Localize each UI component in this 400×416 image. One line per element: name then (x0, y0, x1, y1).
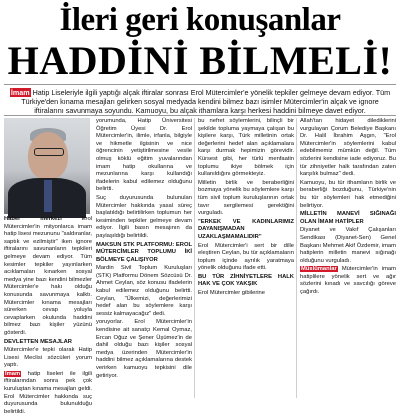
columnist-photo (4, 118, 90, 214)
top-rule (4, 84, 396, 85)
col1-para4: İmam hatip liseleri ile ilgili iftiralarından sonra pek çok kuruluştan kınama mesajları geldi. Erol Mütercimler hakkında suç duyurusunda bulunulduğu belirtildi. (4, 370, 92, 415)
photo-glasses (34, 148, 64, 156)
col3-para3: Erol Mütercimler'i sert bir dille eleştiren Ceylan, bu tür açıklamaların toplum içinde ayrılık yaratmaya yönelik olduğunu ifade etti. (198, 242, 294, 272)
col3-subhead2: BU TÜR ZİHNİYETLERE HALK HAK VE ÇOK YAKŞIK (198, 273, 294, 288)
col4-para1: Allah'tan hidayet dilediklerini vurgulayan Çorum Belediye Başkanı Dr. Halil İbrahim Aşgın, "Erol Mütercimler'in söylemlerini kabul edebilmemiz mümkün değil. Tüm sözlerini kendisine iade ediyoruz. Bu tür zihniyetler halk tarafından zaten karşılık bulmaz" dedi. (300, 118, 396, 178)
col1-para2: Haber merkezi Erol Mütercimler'in mityonlarca imam hatip lisesi mezununu "saldıranlar, saptık ve ezilmiştir" iken ignore iftiralarını savunanların tepkileri gelmeye devam ediyor. Tüm kesimler tepkiler yayınlarken acıklamaları kınarken sosyal medya yine bazı kendini bilmezler Mütercimler'e hakı olduğu konusunda savunmaya kalktı. Mütercimler kınama mesajları sürerken cevap yoluyla cevaplarken okulunda haddini bilmez bazı kişiler yüzünü gösterdi. (4, 216, 92, 336)
col4-para2: Kamuoyu, bu tür ithamların birlik ve beraberliği bozduğunu, Türkiye'nin bu tür söylemleri hak etmediğini belirtiyor. (300, 179, 396, 209)
headline-line2: HADDİNİ BİLMELİ! (7, 38, 393, 83)
col4-subhead: MİLLETİN MANEVİ SIĞINAĞI OLAN İMAM HATİPLER (300, 211, 396, 225)
col2-para3: Mardin Sivil Toplum Kuruluşları (STK) Platformu Dönem Sözcüsü Dr. Ahmet Ceylan, söz konusu ifadelerin kabul edilemez olduğunu belirtti. Ceylan, "Ülkemizi, değerlerimizi hedef alan bu söylemlere karşı sessiz kalmayacağız" dedi. (96, 265, 192, 317)
col1-caption: Haber merkezi (4, 216, 62, 222)
photo-tie (44, 180, 52, 212)
column-1 (4, 216, 92, 415)
col-separator-2 (296, 118, 297, 398)
column-2 (96, 118, 192, 398)
col4-para3: Diyanet ve Vakıf Çalışanları Sendikası (Diyanet-Sen) Genel Başkanı Mehmet Akif Özdemir, imam hatiplerin milletin manevi sığınağı olduğunu vurguladı. (300, 227, 396, 264)
lead-tag: İmam (10, 88, 30, 97)
col3-para2: Milletin birlik ve beraberliğini bozmaya yönelik bu söylemlere karşı tüm sivil toplum kuruluşlarının ortak tavır sergilemesi gerektiğini vurguladı. (198, 179, 294, 217)
column-3 (198, 118, 294, 398)
col1-subhead: DEVLETTEN MESAJLAR (4, 338, 72, 345)
col4-tag: Müslümanlar (301, 266, 337, 273)
col1-para3: Mütercimler'e tepki olarak Hatip Lisesi Meclisi sözcüleri yorum yaptı. (4, 347, 92, 369)
lead-rule (4, 115, 396, 116)
headline-line1: İleri geri konuşanlar (59, 2, 341, 38)
col3-para1: bu nefret söylemlerini, bilinçli bir şekilde topluma yaymaya çalışan bu kişilere karşı, Türk milletinin ortak değerlerini hedef alan açıklamalara karşı durmak hepimizin görevidir. Kürsest gibi, her türlü menfaatin toplumu ikiye bölmek için kullanıldığını görmekteyiz. (198, 118, 294, 178)
col4-para4: Müslümanlar Mütercimler'in imam hatiplilere yönelik sert ve ağır sözlerini kınadı ve savcılığı göreve çağırdı. (300, 266, 396, 296)
col3-para4: Erol Mütercimler gibilerine (198, 290, 266, 297)
lead-text: Hatip Liseleriyle ilgili yaptığı alçak iftiralar sonrası Erol Mütercimler'e yönelik tepkiler gelmeye devam ediyor. Tüm Türkiye'den kınama mesajları gelirken sosyal medyada kendini bilmez bazı isimler Mütercimler'in alçak ve ignore iftiralarını savunmaya soyundu. Kamuoyu, bu alçak ithamlara karşı herkesi haddini bilmeye davet ediyor. (21, 88, 391, 115)
col1-para1: yoruyorlar. Erol Mütercimler'in kendisine ait sanatçı Kemal Oymaz, Ercan Oğuz ve Şener Üşümez'in de dahil olduğu bazı kişiler sosyal medya üzerinden Mütercimler'in haddini bilmez açıklamalarına destek verirken kamuoyu tepkisini dile getiriyor. (96, 319, 192, 379)
col3-subhead1: "ERKEK VE KADINLARIMIZ DAYANIŞMADAN UZAKLAŞMAMALIDIR" (198, 218, 294, 240)
col2-subhead: MAKSUN STK PLATFORMU: EROL MÜTERCİMLER TOPLUMU İKİ BÖLMEYE ÇALIŞIYOR (96, 241, 192, 263)
col2-para1: yorumunda, Hatip Üniversitesi Öğretim Üyesi Dr. Erol Mütercimler'in, ilimle, irfanla, bilgiyle ve hikmetle ilgisinin ve nice öğrencinin yetiştirilmesine vesile olmuş köklü eğitim yuvalarından imam hatip okullarına ve mezunlarına karşı kullandığı ifadelerin kabul edilemez olduğunu belirtti. (96, 118, 192, 193)
column-4 (300, 118, 396, 398)
col2-para2: Suç duyurusunda bulunulan Mütercimler hakkında yasal süreç başlatıldığı belirtilirken toplumun her kesiminden tepkiler gelmeye devam ediyor. İlgili basın mesajının da paylaşıldığı belirtildi. (96, 194, 192, 239)
col1-tag: İmam (5, 370, 21, 377)
lead-paragraph (6, 88, 394, 114)
photo-face (28, 132, 68, 180)
col-separator-1 (194, 118, 195, 398)
